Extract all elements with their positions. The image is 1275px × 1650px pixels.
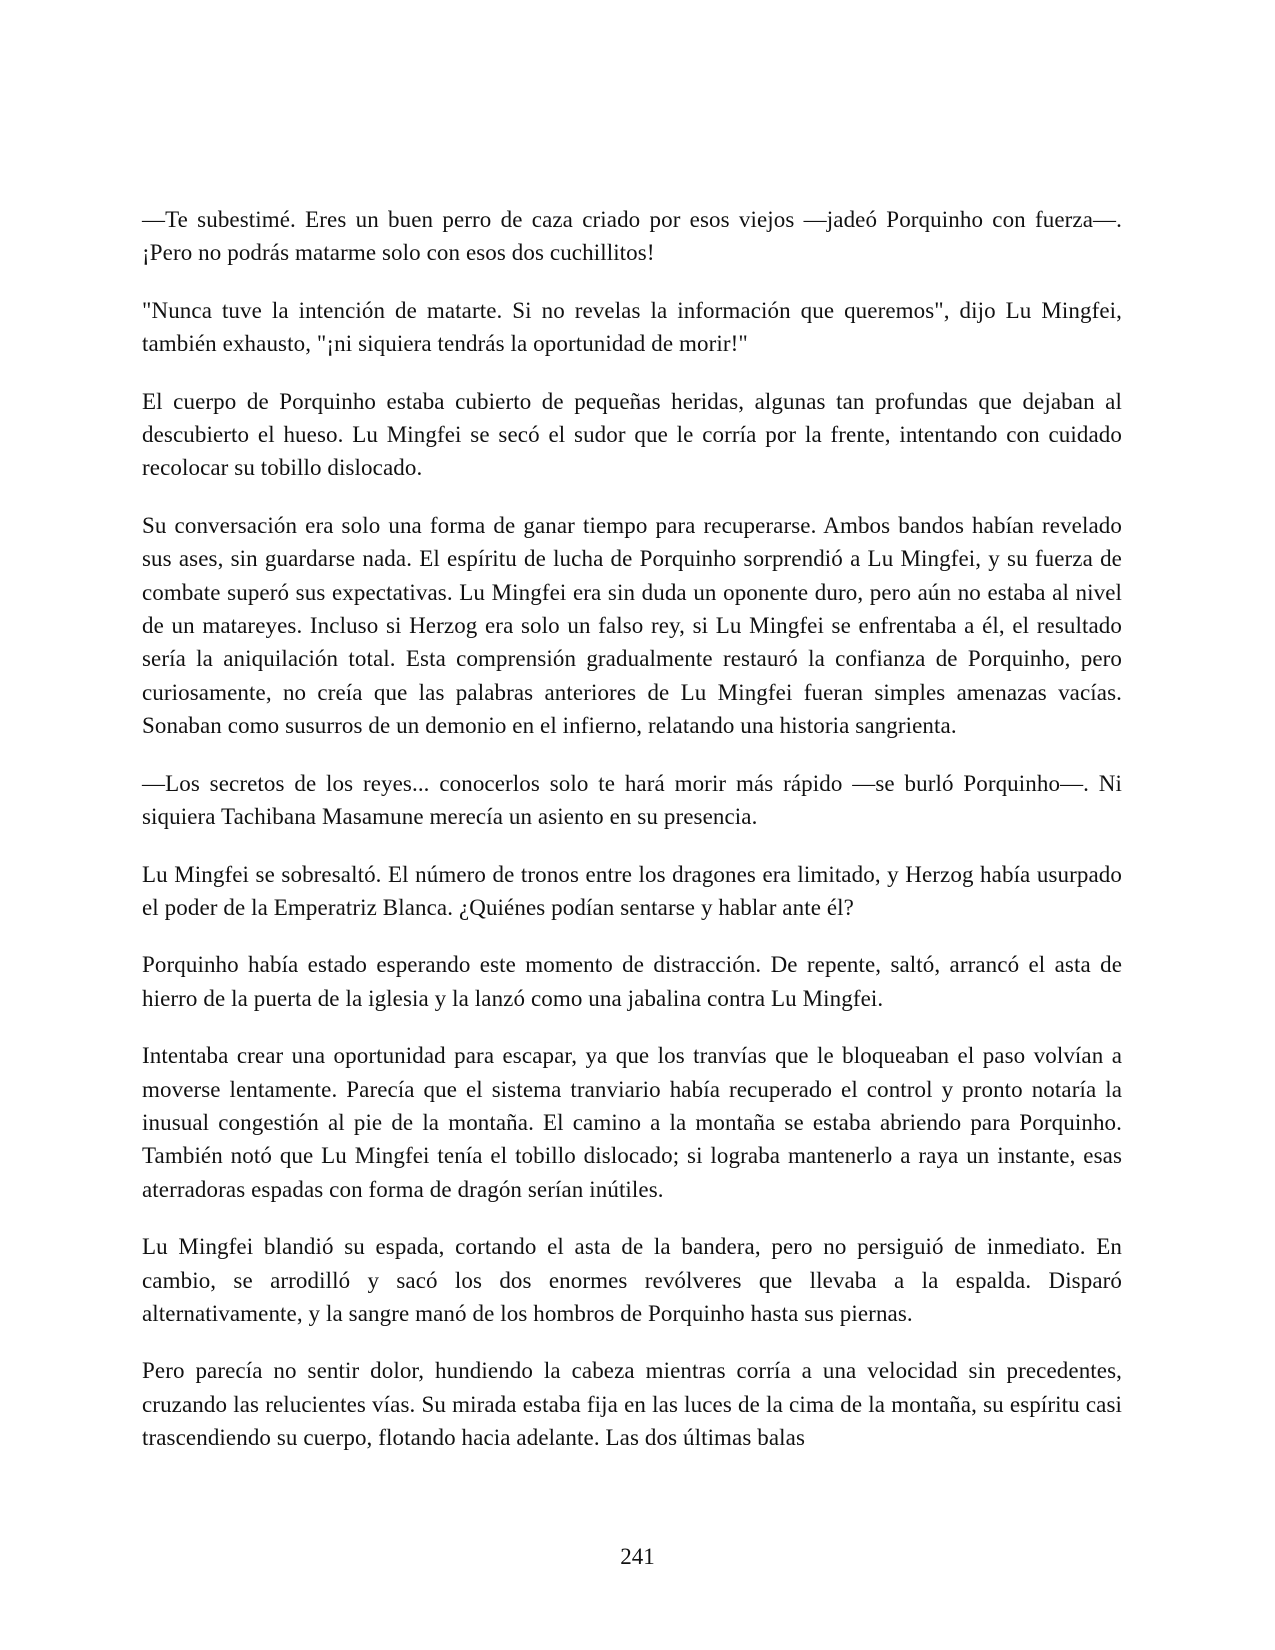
page-number: 241 <box>620 1544 655 1569</box>
paragraph: El cuerpo de Porquinho estaba cubierto de pequeñas heridas, algunas tan profundas que dejaban al descubierto el hueso. Lu Mingfei se secó el sudor que le corría por la frente, intentando con cuidado recolocar su tobillo dislocado. <box>142 388 1122 481</box>
paragraph: Porquinho había estado esperando este momento de distracción. De repente, saltó, arrancó el asta de hierro de la puerta de la iglesia y la lanzó como una jabalina contra Lu Mingfei. <box>142 952 1122 1011</box>
paragraph: Pero parecía no sentir dolor, hundiendo la cabeza mientras corría a una velocidad sin precedentes, cruzando las relucientes vías. Su mirada estaba fija en las luces de la cima de la montaña, su espíritu casi trascendiendo su cuerpo, flotando hacia adelante. Las dos últimas balas <box>142 1358 1122 1451</box>
paragraph: —Te subestimé. Eres un buen perro de caza criado por esos viejos —jadeó Porquinho con fuerza—. ¡Pero no podrás matarme solo con esos dos cuchillitos! <box>142 207 1122 266</box>
paragraph: Su conversación era solo una forma de ganar tiempo para recuperarse. Ambos bandos habían revelado sus ases, sin guardarse nada. El espíritu de lucha de Porquinho sorprendió a Lu Mingfei, y su fuerza de combate superó sus expectativas. Lu Mingfei era sin duda un oponente duro, pero aún no estaba al nivel de un matareyes. Incluso si Herzog era solo un falso rey, si Lu Mingfei se enfrentaba a él, el resultado sería la aniquilación total. Esta comprensión gradualmente restauró la confianza de Porquinho, pero curiosamente, no creía que las palabras anteriores de Lu Mingfei fueran simples amenazas vacías. Sonaban como susurros de un demonio en el infierno, relatando una historia sangrienta. <box>142 512 1122 739</box>
text-content <box>142 203 1122 1479</box>
paragraph: —Los secretos de los reyes... conocerlos solo te hará morir más rápido —se burló Porquinho—. Ni siquiera Tachibana Masamune merecía un asiento en su presencia. <box>142 770 1122 830</box>
paragraph: Lu Mingfei se sobresaltó. El número de tronos entre los dragones era limitado, y Herzog había usurpado el poder de la Emperatriz Blanca. ¿Quiénes podían sentarse y hablar ante él? <box>142 861 1122 920</box>
paragraph: Intentaba crear una oportunidad para escapar, ya que los tranvías que le bloqueaban el paso volvían a moverse lentamente. Parecía que el sistema tranviario había recuperado el control y pronto notaría la inusual congestión al pie de la montaña. El camino a la montaña se estaba abriendo para Porquinho. También notó que Lu Mingfei tenía el tobillo dislocado; si lograba mantenerlo a raya un instante, esas aterradoras espadas con forma de dragón serían inútiles. <box>142 1043 1122 1202</box>
paragraph: "Nunca tuve la intención de matarte. Si no revelas la información que queremos", dijo Lu Mingfei, también exhausto, "¡ni siquiera tendrás la oportunidad de morir!" <box>142 297 1122 357</box>
paragraph: Lu Mingfei blandió su espada, cortando el asta de la bandera, pero no persiguió de inmediato. En cambio, se arrodilló y sacó los dos enormes revólveres que llevaba a la espalda. Disparó alternativamente, y la sangre manó de los hombros de Porquinho hasta sus piernas. <box>142 1234 1122 1326</box>
